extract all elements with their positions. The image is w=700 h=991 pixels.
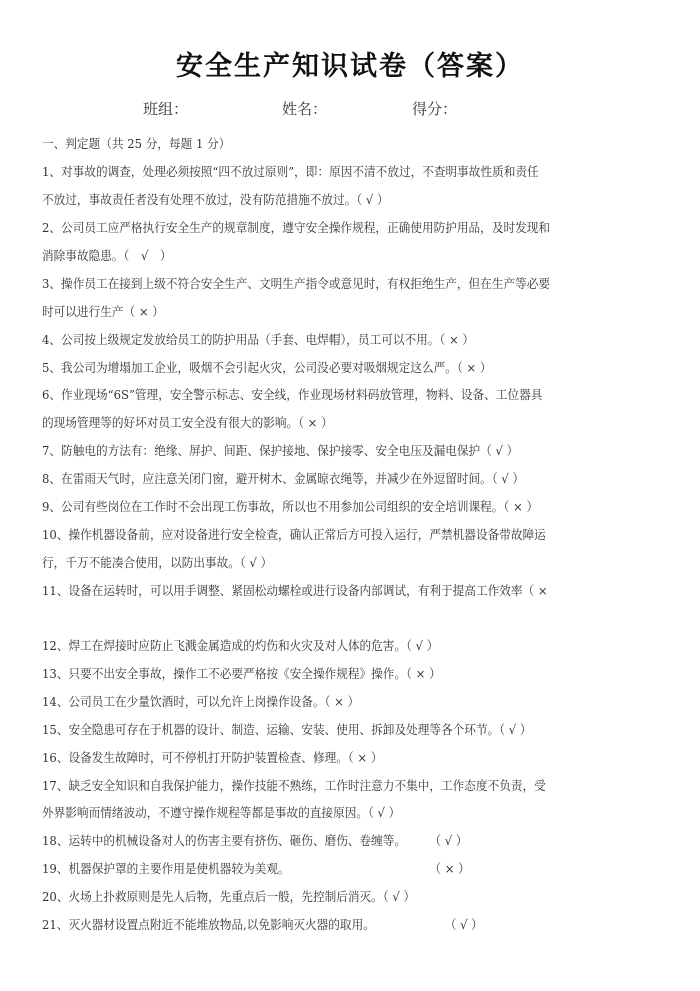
question-line: 2、公司员工应严格执行安全生产的规章制度，遵守安全操作规程，正确使用防护用品，及时发现和 [42,220,551,235]
class-label: 班组： [143,100,189,118]
question-line: 的现场管理等的好坏对员工安全没有很大的影响。（ × ） [42,415,333,430]
question-line: 3、操作员工在接到上级不符合安全生产、文明生产指令或意见时，有权拒绝生产，但在生产等必要 [42,276,551,291]
question-line: 18、运转中的机械设备对人的伤害主要有挤伤、砸伤、磨伤、卷缠等。 （ √ ） [42,833,468,848]
page-title: 安全生产知识试卷（答案） [176,51,524,82]
question-line: 14、公司员工在少量饮酒时，可以允许上岗操作设备。（ × ） [42,694,360,709]
question-line: 行，千万不能凑合使用，以防出事故。（ √ ） [42,555,273,570]
question-line: 7、防触电的方法有：绝缘、屏护、间距、保护接地、保护接零、安全电压及漏电保护（ √ ） [42,443,519,458]
question-line: 16、设备发生故障时，可不停机打开防护装置检查、修理。（ × ） [42,750,383,765]
question-line: 10、操作机器设备前，应对设备进行安全检查，确认正常后方可投入运行，严禁机器设备带故障运 [42,527,546,542]
question-line: 不放过，事故责任者没有处理不放过，没有防范措施不放过。（ √ ） [42,192,389,207]
question-line: 20、火场上扑救原则是先人后物，先重点后一般，先控制后消灭。（ √ ） [42,889,416,904]
question-line: 消除事故隐患。（ √ ） [42,248,172,263]
question-line: 时可以进行生产（ × ） [42,304,164,319]
question-line: 12、焊工在焊接时应防止飞溅金属造成的灼伤和火灾及对人体的危害。（ √ ） [42,638,439,653]
question-line: 外界影响而情绪波动，不遵守操作规程等都是事故的直接原因。（ √ ） [42,805,401,820]
question-line: 17、缺乏安全知识和自我保护能力，操作技能不熟练，工作时注意力不集中，工作态度不负责，受 [42,778,546,793]
section-heading: 一、判定题（共 25 分，每题 1 分） [42,136,231,151]
question-line: 1、对事故的调查，处理必须按照“四不放过原则”，即：原因不清不放过，不查明事故性质和责任 [42,164,539,179]
question-line: 19、机器保护罩的主要作用是使机器较为美观。 （ × ） [42,861,470,876]
question-line: 9、公司有些岗位在工作时不会出现工伤事故，所以也不用参加公司组织的安全培训课程。（ × ） [42,499,539,514]
question-line: 8、在雷雨天气时，应注意关闭门窗，避开树木、金属晾衣绳等，并减少在外逗留时间。（ √ ） [42,471,525,486]
question-line: 6、作业现场“6S”管理，安全警示标志、安全线，作业现场材料码放管理，物料、设备、工位器具 [42,387,543,402]
question-line: 13、只要不出安全事故，操作工不必要严格按《安全操作规程》操作。（ × ） [42,666,441,681]
score-label: 得分： [412,100,458,118]
question-line: 11、设备在运转时，可以用手调整、紧固松动螺栓或进行设备内部调试，有利于提高工作效率（ × [42,583,548,598]
question-line: 4、公司按上级规定发放给员工的防护用品（手套、电焊帽），员工可以不用。（ × ） [42,332,475,347]
question-line: 5、我公司为增塌加工企业，吸烟不会引起火灾，公司没必要对吸烟规定这么严。（ × ） [42,360,492,375]
name-label: 姓名： [282,100,328,118]
question-line: 21、灭火器材设置点附近不能堆放物品,以免影响灭火器的取用。 （ √ ） [42,917,483,932]
question-line: 15、安全隐患可存在于机器的设计、制造、运输、安装、使用、拆卸及处理等各个环节。（ √ ） [42,722,532,737]
